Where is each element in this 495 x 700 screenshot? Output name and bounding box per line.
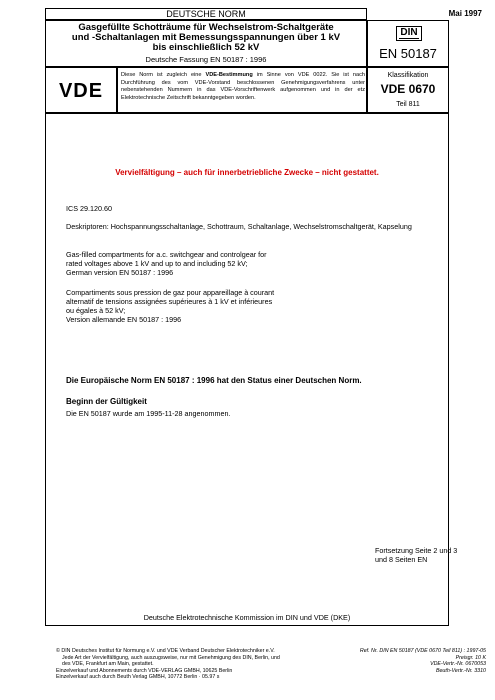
- validity-text: Die EN 50187 wurde am 1995-11-28 angenommen.: [66, 409, 231, 418]
- title-version: Deutsche Fassung EN 50187 : 1996: [145, 55, 267, 64]
- footer-left: [56, 648, 346, 681]
- header-norm-box: [45, 8, 367, 20]
- footer-left-line-2: Jede Art der Vervielfältigung, auch auszugsweise, nur mit Genehmigung des DIN, Berlin, und: [62, 654, 280, 661]
- french-title-line-4: Version allemande EN 50187 : 1996: [66, 315, 182, 324]
- vde-notice-box: [117, 67, 367, 113]
- english-title-line-2: rated voltages above 1 kV and up to and including 52 kV;: [66, 259, 248, 268]
- vde-notice-pre: Diese Norm ist zugleich eine: [121, 72, 206, 78]
- french-title-line-3: ou égales à 52 kV;: [66, 306, 126, 315]
- vde-logo: VDE: [58, 80, 104, 102]
- footer-beuth-number: Beuth-Vertr.-Nr. 3310: [435, 667, 486, 674]
- ics-code: ICS 29.120.60: [66, 204, 112, 213]
- french-title: [66, 288, 436, 324]
- footer-copyright: © DIN Deutsches Institut für Normung e.V. und VDE Verband Deutscher Elektrotechniker e.V.: [56, 648, 275, 654]
- title-line-1: Gasgefüllte Schotträume für Wechselstrom-Schaltgeräte: [78, 22, 334, 33]
- classification-number: VDE 0670: [380, 82, 436, 96]
- french-title-line-2: alternatif de tensions assignées supérieures à 1 kV et inférieures: [66, 297, 273, 306]
- title-line-2: und -Schaltanlagen mit Bemessungsspannungen über 1 kV: [71, 32, 341, 43]
- status-statement: Die Europäische Norm EN 50187 : 1996 hat den Status einer Deutschen Norm.: [66, 376, 362, 385]
- din-box: [367, 20, 449, 67]
- footer-right: [330, 648, 486, 674]
- copy-warning: Vervielfältigung – auch für innerbetriebliche Zwecke – nicht gestattet.: [115, 168, 379, 177]
- continuation-line-1: Fortsetzung Seite 2 und 3: [375, 546, 458, 555]
- vde-notice-bold: VDE-Bestimmung: [205, 72, 253, 78]
- continuation-line-2: und 8 Seiten EN: [375, 555, 428, 564]
- title-box: [45, 20, 367, 67]
- continuation-note: [375, 546, 458, 564]
- commission: Deutsche Elektrotechnische Kommission im DIN und VDE (DKE): [143, 613, 351, 622]
- vde-logo-box: [45, 67, 117, 113]
- footer-ref-number: Ref. Nr. DIN EN 50187 (VDE 0670 Teil 811) : 1997-05: [359, 648, 486, 654]
- footer-vde-number: VDE-Vertr.-Nr. 0670053: [430, 661, 486, 668]
- vde-notice: [121, 72, 365, 102]
- english-title-line-3: German version EN 50187 : 1996: [66, 268, 174, 277]
- classification-label: Klassifikation: [387, 72, 429, 79]
- descriptors: Deskriptoren: Hochspannungsschaltanlage, Schottraum, Schaltanlage, Wechselstromschaltgerät, Kapselung: [66, 222, 412, 231]
- din-number: EN 50187: [379, 46, 437, 61]
- english-title: [66, 250, 436, 277]
- classification-box: [367, 67, 449, 113]
- footer-price-group: Preisgr. 10 K: [455, 654, 486, 661]
- validity-heading: Beginn der Gültigkeit: [66, 397, 147, 406]
- french-title-line-1: Compartiments sous pression de gaz pour appareillage à courant: [66, 288, 275, 297]
- din-logo-text: DIN: [400, 27, 418, 38]
- header-date: Mai 1997: [448, 9, 482, 18]
- classification-part: Teil 811: [396, 101, 420, 108]
- title-line-3: bis einschließlich 52 kV: [152, 42, 260, 53]
- english-title-line-1: Gas-filled compartments for a.c. switchgear and controlgear for: [66, 250, 267, 259]
- footer-left-line-4: Einzelverkauf und Abonnements durch VDE-VERLAG GMBH, 10625 Berlin: [56, 667, 233, 674]
- din-logo-underline: [399, 38, 419, 39]
- footer-left-line-3: des VDE, Frankfurt am Main, gestattet.: [62, 661, 154, 668]
- din-logo: [396, 26, 422, 41]
- norm-label: DEUTSCHE NORM: [166, 9, 246, 19]
- vde-notice-post: im Sinne von VDE 0022. Sie ist nach Durchführung des vom VDE-Vorstand beschlossenen Genehmigungsverfahrens unter nebenstehenden Nummern in das VDE-Vorschriftenwerk aufgenommen und in der etz Elektrotechnische Zeitschrift bekanntgegeben worden.: [121, 72, 365, 101]
- footer-left-line-5: Einzelverkauf auch durch Beuth Verlag GMBH, 10772 Berlin · 05.97 s: [56, 674, 220, 681]
